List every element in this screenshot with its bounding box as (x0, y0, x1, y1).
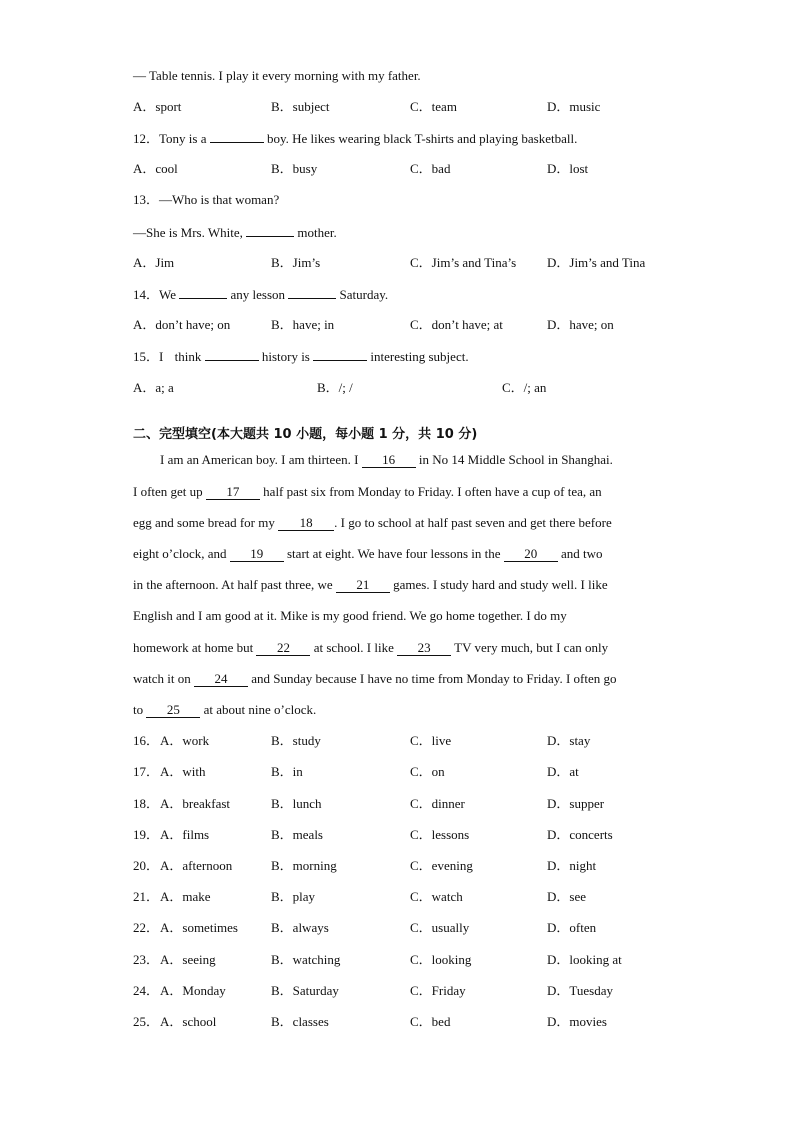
q14-blank-2 (288, 286, 336, 299)
passage-text: . I go to school at half past seven and get there before (334, 515, 612, 530)
option-d[interactable]: D．night (547, 858, 597, 873)
question-number: 18． (133, 796, 160, 811)
option-d[interactable]: D．Tuesday (547, 983, 613, 998)
q13-option-d[interactable]: D．Jim’s and Tina (547, 255, 646, 270)
option-c[interactable]: C．evening (410, 858, 473, 873)
option-b[interactable]: B．study (271, 733, 321, 748)
passage-line-3 (133, 515, 612, 531)
q14-option-a[interactable]: A．don’t have; on (133, 317, 231, 332)
section-2-title: 二、完型填空(本大题共 10 小题，每小题 1 分，共 10 分) (133, 427, 478, 442)
option-a[interactable]: A．with (160, 764, 206, 779)
passage-line-8 (133, 671, 617, 687)
option-d[interactable]: D．movies (547, 1014, 607, 1029)
passage-line-1 (160, 452, 613, 468)
blank-19[interactable]: 19 (230, 547, 284, 562)
option-b[interactable]: B．watching (271, 952, 341, 967)
q15-stem-part4: interesting subject. (370, 349, 469, 364)
q15-stem-part1: 15．I (133, 349, 164, 364)
passage-text: watch it on (133, 671, 191, 686)
passage-text: TV very much, but I can only (454, 640, 609, 655)
q14-option-c[interactable]: C．don’t have; at (410, 317, 503, 332)
passage-text: to (133, 702, 144, 717)
question-row (133, 858, 693, 874)
option-c[interactable]: C．dinner (410, 796, 465, 811)
q14-stem-part1: 14．We (133, 287, 176, 302)
passage-line-6: English and I am good at it. Mike is my good friend. We go home together. I do my (133, 608, 567, 623)
question-row (133, 920, 693, 936)
option-d[interactable]: D．stay (547, 733, 591, 748)
q12-stem-before: 12．Tony is a (133, 131, 207, 146)
q12-stem (133, 130, 577, 147)
q13-option-b[interactable]: B．Jim’s (271, 255, 321, 270)
option-c[interactable]: C．usually (410, 920, 470, 935)
q14-stem-part2: any lesson (230, 287, 286, 302)
passage-line-4 (133, 546, 603, 562)
question-row (133, 827, 693, 843)
q14-option-b[interactable]: B．have; in (271, 317, 335, 332)
question-row (133, 764, 693, 780)
passage-text: egg and some bread for my (133, 515, 275, 530)
passage-text: half past six from Monday to Friday. I often have a cup of tea, an (263, 484, 602, 499)
question-number: 24． (133, 983, 160, 998)
q12-option-d[interactable]: D．lost (547, 161, 589, 176)
blank-17[interactable]: 17 (206, 485, 260, 500)
question-row (133, 983, 693, 999)
q13-blank (246, 224, 294, 237)
question-row (133, 796, 693, 812)
question-number: 23． (133, 952, 160, 967)
option-c[interactable]: C．watch (410, 889, 463, 904)
option-a[interactable]: A．films (160, 827, 210, 842)
passage-text: in No 14 Middle School in Shanghai. (418, 452, 613, 467)
blank-23[interactable]: 23 (397, 641, 451, 656)
option-d[interactable]: D．often (547, 920, 597, 935)
q11-option-a[interactable]: A．sport (133, 99, 182, 114)
option-b[interactable]: B．classes (271, 1014, 329, 1029)
passage-text: and Sunday because I have no time from Monday to Friday. I often go (251, 671, 617, 686)
blank-24[interactable]: 24 (194, 672, 248, 687)
q15-option-c[interactable]: C．/; an (502, 380, 547, 395)
option-c[interactable]: C．looking (410, 952, 472, 967)
passage-text: start at eight. We have four lessons in the (287, 546, 501, 561)
blank-21[interactable]: 21 (336, 578, 390, 593)
option-d[interactable]: D．supper (547, 796, 605, 811)
passage-line-5 (133, 577, 608, 593)
q12-options (133, 161, 693, 177)
q12-option-c[interactable]: C．bad (410, 161, 451, 176)
option-c[interactable]: C．lessons (410, 827, 470, 842)
option-d[interactable]: D．see (547, 889, 586, 904)
option-a[interactable]: A．work (160, 733, 210, 748)
option-c[interactable]: C．Friday (410, 983, 466, 998)
option-a[interactable]: A．breakfast (160, 796, 231, 811)
q13-options (133, 255, 693, 271)
q12-option-a[interactable]: A．cool (133, 161, 178, 176)
blank-18[interactable]: 18 (278, 516, 334, 531)
q15-stem-part2: think (174, 349, 202, 364)
question-number: 20． (133, 858, 160, 873)
passage-text: eight o’clock, and (133, 546, 227, 561)
q13-line2-after: mother. (297, 225, 337, 240)
option-a[interactable]: A．school (160, 1014, 217, 1029)
q11-answer-line: — Table tennis. I play it every morning with my father. (133, 68, 421, 83)
q15-stem-part3: history is (261, 349, 310, 364)
question-number: 21． (133, 889, 160, 904)
option-b[interactable]: B．Saturday (271, 983, 339, 998)
question-row (133, 889, 693, 905)
question-row (133, 733, 693, 749)
q14-blank-1 (179, 286, 227, 299)
option-a[interactable]: A．sometimes (160, 920, 238, 935)
question-number: 16． (133, 733, 160, 748)
q13-line2 (133, 224, 337, 241)
q14-stem (133, 286, 388, 303)
q14-options (133, 317, 693, 333)
passage-text: I am an American boy. I am thirteen. I (160, 452, 359, 467)
question-number: 22． (133, 920, 160, 935)
option-d[interactable]: D．concerts (547, 827, 613, 842)
option-c[interactable]: C．bed (410, 1014, 451, 1029)
passage-text: and two (561, 546, 603, 561)
option-b[interactable]: B．morning (271, 858, 337, 873)
q15-blank-2 (313, 348, 367, 361)
q15-stem (133, 348, 469, 365)
passage-text: homework at home but (133, 640, 254, 655)
q11-option-b[interactable]: B．subject (271, 99, 330, 114)
option-b[interactable]: B．in (271, 764, 303, 779)
blank-20[interactable]: 20 (504, 547, 558, 562)
question-number: 17． (133, 764, 160, 779)
question-row (133, 952, 693, 968)
passage-line-9 (133, 702, 316, 718)
q12-option-b[interactable]: B．busy (271, 161, 318, 176)
blank-16[interactable]: 16 (362, 453, 416, 468)
passage-text: at school. I like (313, 640, 394, 655)
passage-text: in the afternoon. At half past three, we (133, 577, 333, 592)
passage-line-7 (133, 640, 608, 656)
option-b[interactable]: B．lunch (271, 796, 322, 811)
blank-25[interactable]: 25 (146, 703, 200, 718)
option-c[interactable]: C．on (410, 764, 445, 779)
option-a[interactable]: A．afternoon (160, 858, 233, 873)
option-a[interactable]: A．seeing (160, 952, 216, 967)
question-number: 25． (133, 1014, 160, 1029)
q11-option-c[interactable]: C．team (410, 99, 457, 114)
q15-blank-1 (205, 348, 259, 361)
q12-blank (210, 130, 264, 143)
option-a[interactable]: A．Monday (160, 983, 226, 998)
option-b[interactable]: B．play (271, 889, 316, 904)
passage-text: games. I study hard and study well. I like (393, 577, 608, 592)
q13-option-c[interactable]: C．Jim’s and Tina’s (410, 255, 517, 270)
q11-options (133, 99, 693, 115)
option-a[interactable]: A．make (160, 889, 211, 904)
passage-text: I often get up (133, 484, 203, 499)
q12-stem-after: boy. He likes wearing black T-shirts and playing basketball. (266, 131, 578, 146)
passage-line-2 (133, 484, 602, 500)
question-number: 19． (133, 827, 160, 842)
q13-stem: 13．—Who is that woman? (133, 192, 280, 207)
q13-line2-before: —She is Mrs. White, (133, 225, 243, 240)
blank-22[interactable]: 22 (256, 641, 310, 656)
q14-option-d[interactable]: D．have; on (547, 317, 614, 332)
option-d[interactable]: D．looking at (547, 952, 622, 967)
option-c[interactable]: C．live (410, 733, 452, 748)
q15-option-a[interactable]: A．a; a (133, 380, 174, 395)
option-d[interactable]: D．at (547, 764, 579, 779)
option-b[interactable]: B．always (271, 920, 329, 935)
q13-option-a[interactable]: A．Jim (133, 255, 175, 270)
passage-text: at about nine o’clock. (203, 702, 317, 717)
q15-options (133, 380, 693, 396)
q14-stem-part3: Saturday. (339, 287, 389, 302)
option-b[interactable]: B．meals (271, 827, 323, 842)
q15-option-b[interactable]: B．/; / (317, 380, 353, 395)
q11-option-d[interactable]: D．music (547, 99, 601, 114)
question-row (133, 1014, 693, 1030)
